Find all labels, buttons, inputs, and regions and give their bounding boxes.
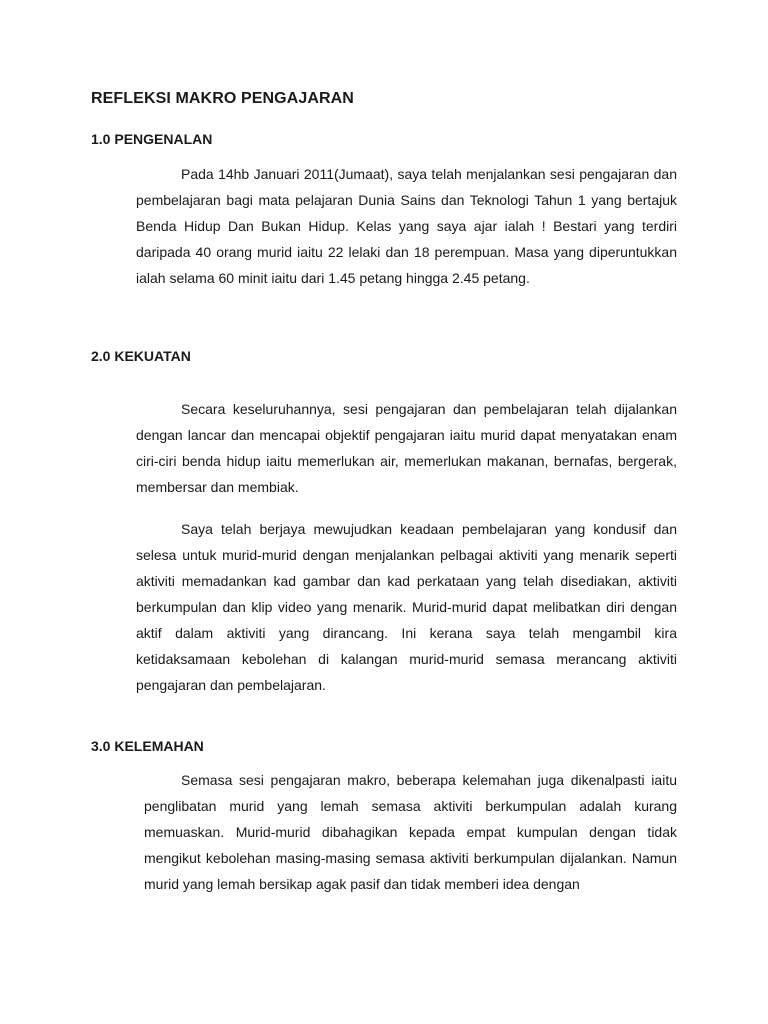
paragraph-kekuatan-2: Saya telah berjaya mewujudkan keadaan pembelajaran yang kondusif dan selesa untuk murid-murid dengan menjalankan pelbagai aktiviti yang menarik seperti aktiviti memadankan kad gambar dan kad perkataan yang telah disediakan, aktiviti berkumpulan dan klip video yang menarik. Murid-murid dapat melibatkan diri dengan aktif dalam aktiviti yang dirancang. Ini kerana saya telah mengambil kira ketidaksamaan kebolehan di kalangan murid-murid semasa merancang aktiviti pengajaran dan pembelajaran. [136,521,677,693]
paragraph-kekuatan-1: Secara keseluruhannya, sesi pengajaran dan pembelajaran telah dijalankan dengan lancar dan mencapai objektif pengajaran iaitu murid dapat menyatakan enam ciri-ciri benda hidup iaitu memerlukan air, memerlukan makanan, bernafas, bergerak, membersar dan membiak. [136,401,677,495]
section-heading-pengenalan: 1.0 PENGENALAN [91,131,213,147]
section-heading-kelemahan: 3.0 KELEMAHAN [91,738,204,754]
paragraph-kelemahan: Semasa sesi pengajaran makro, beberapa kelemahan juga dikenalpasti iaitu penglibatan murid yang lemah semasa aktiviti berkumpulan adalah kurang memuaskan. Murid-murid dibahagikan kepada empat kumpulan dengan tidak mengikut kebolehan masing-masing semasa aktiviti berkumpulan dijalankan. Namun murid yang lemah bersikap agak pasif dan tidak memberi idea dengan [144,772,677,892]
paragraph-pengenalan: Pada 14hb Januari 2011(Jumaat), saya telah menjalankan sesi pengajaran dan pembelajaran bagi mata pelajaran Dunia Sains dan Teknologi Tahun 1 yang bertajuk Benda Hidup Dan Bukan Hidup. Kelas yang saya ajar ialah ! Bestari yang terdiri daripada 40 orang murid iaitu 22 lelaki dan 18 perempuan. Masa yang diperuntukkan ialah selama 60 minit iaitu dari 1.45 petang hingga 2.45 petang. [136,166,677,286]
section-heading-kekuatan: 2.0 KEKUATAN [91,348,191,364]
document-title: REFLEKSI MAKRO PENGAJARAN [91,90,354,107]
